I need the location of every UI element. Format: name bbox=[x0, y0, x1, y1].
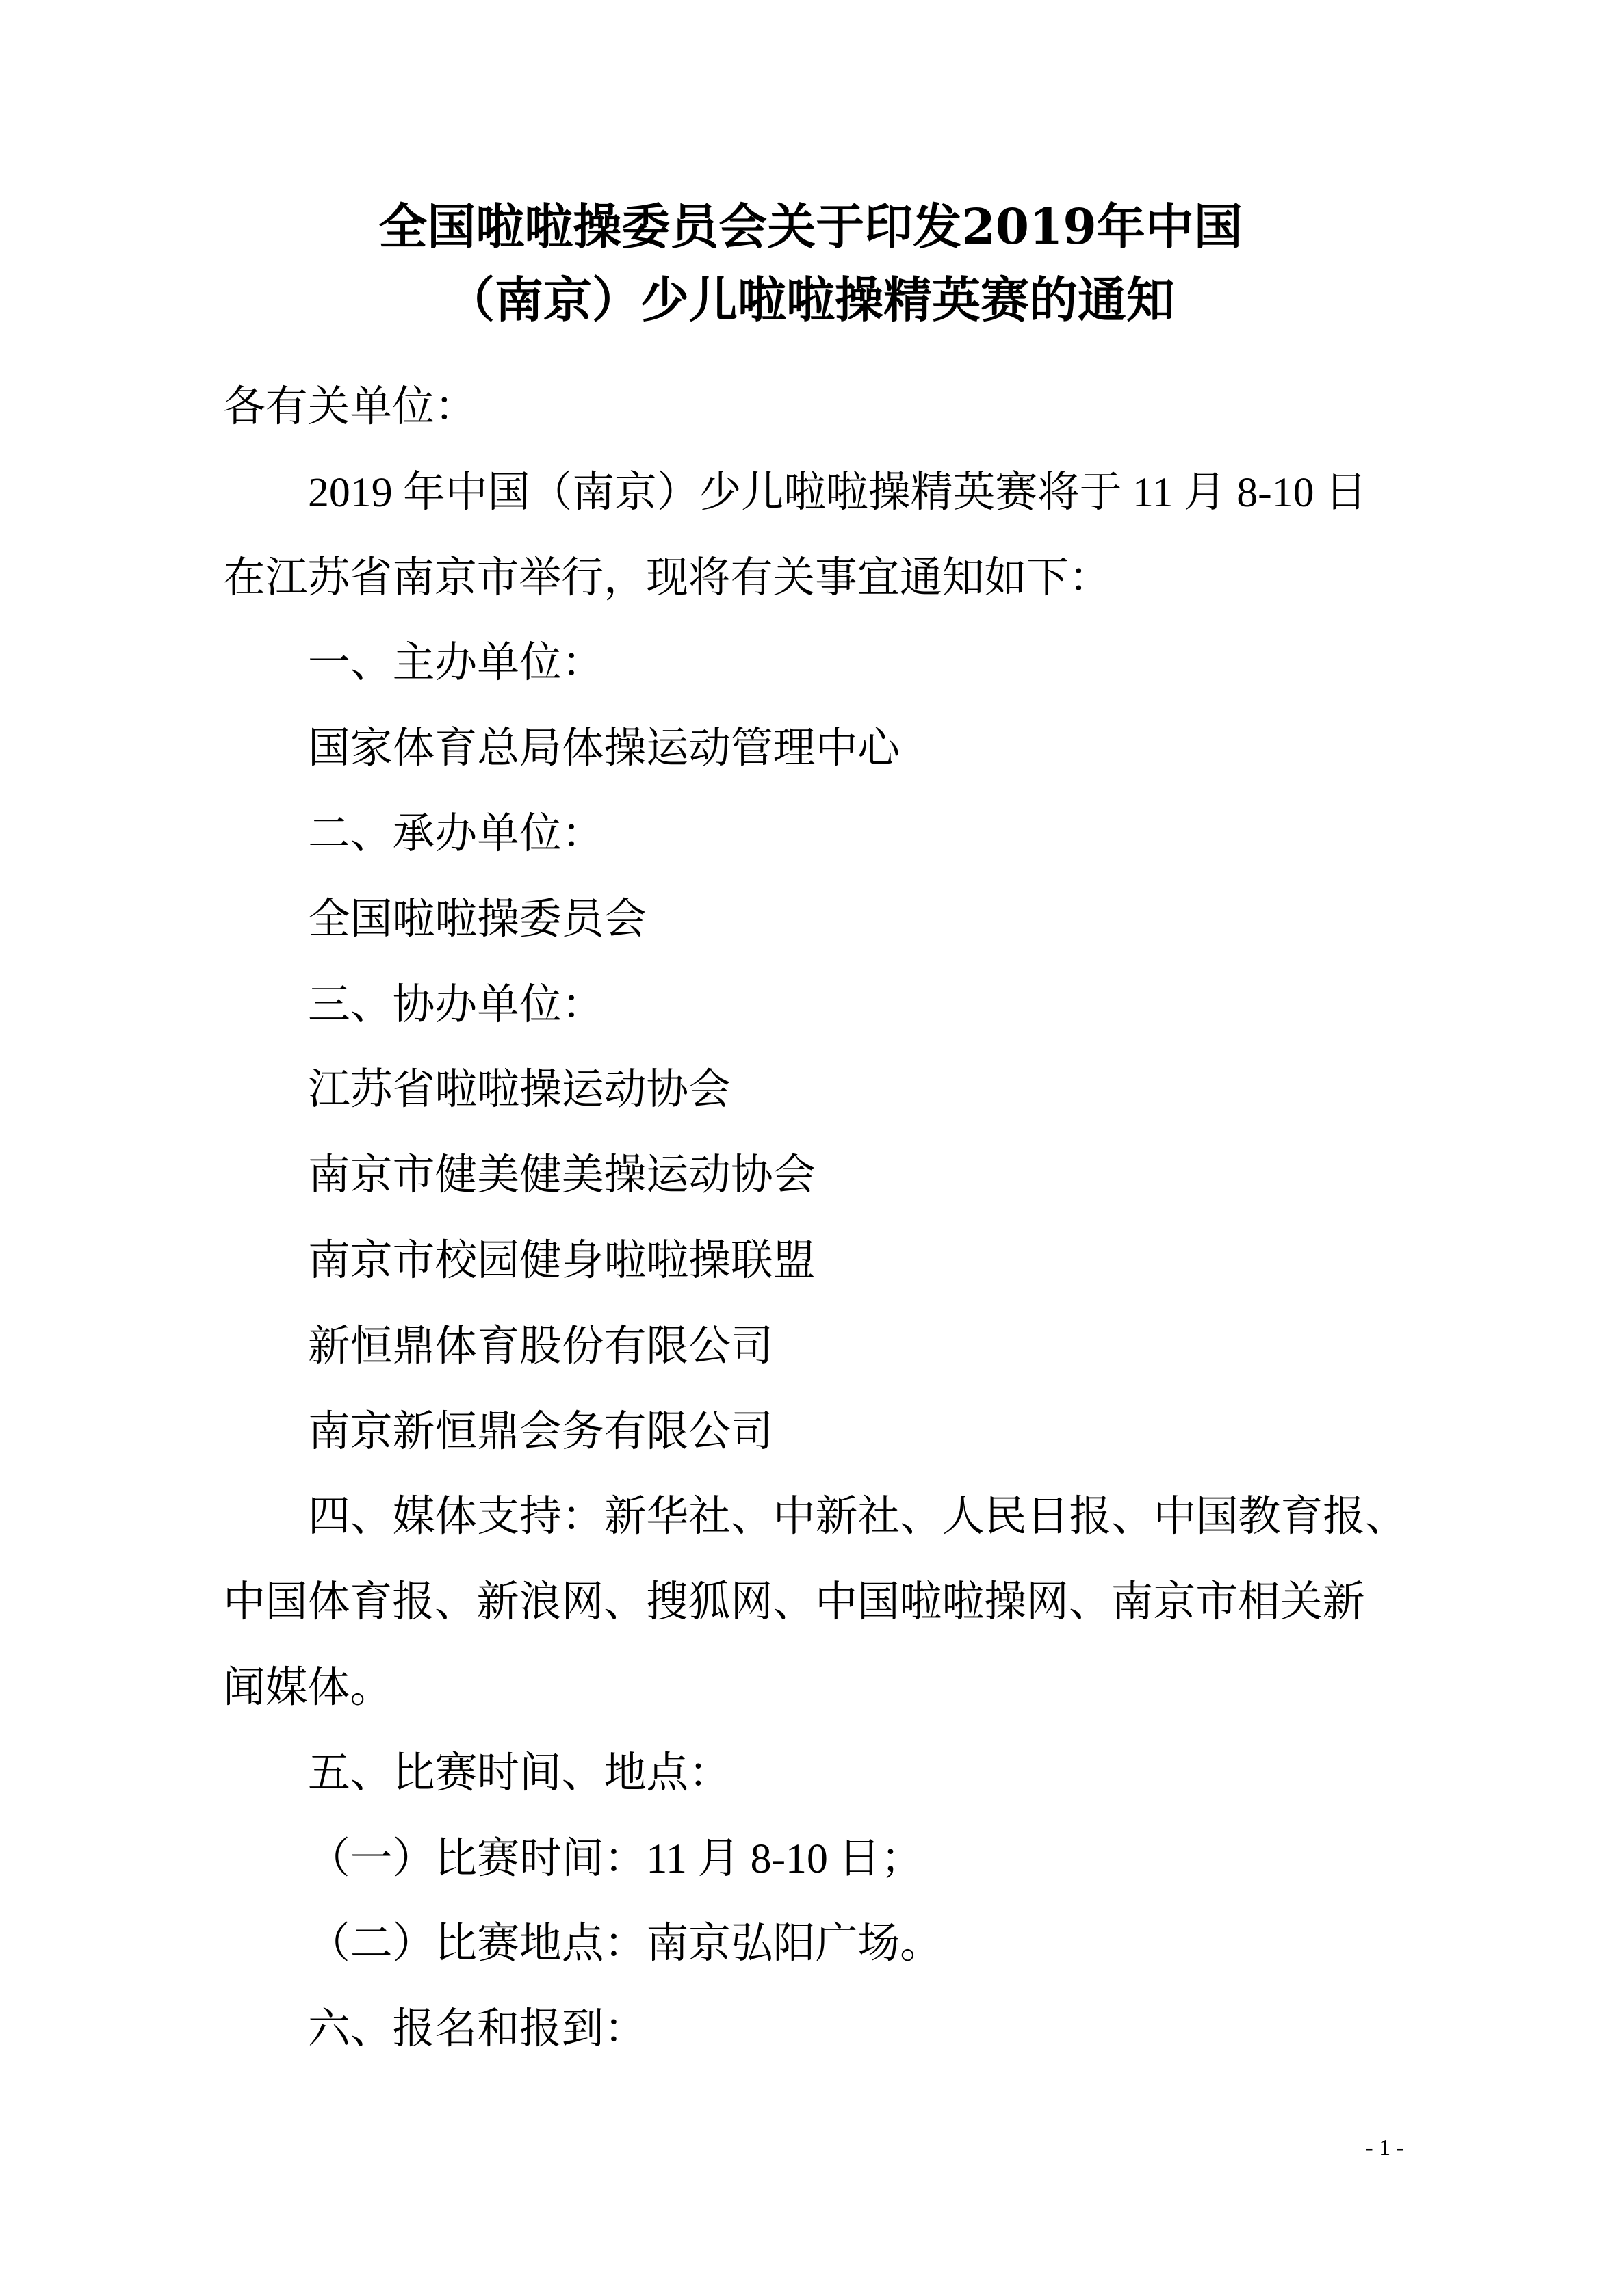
competition-time: （一）比赛时间：11 月 8-10 日； bbox=[308, 1835, 923, 1882]
competition-place: （二）比赛地点：南京弘阳广场。 bbox=[308, 1920, 942, 1968]
co-organizer-item: 南京市健美健美操运动协会 bbox=[308, 1152, 816, 1199]
intro-line-1: 2019 年中国（南京）少儿啦啦操精英赛将于 11 月 8-10 日 bbox=[308, 469, 1367, 516]
section-heading-co-organizers: 三、协办单位： bbox=[308, 981, 604, 1028]
host-item: 全国啦啦操委员会 bbox=[308, 896, 647, 943]
section-heading-time-place: 五、比赛时间、地点： bbox=[308, 1749, 731, 1797]
section-heading-host: 二、承办单位： bbox=[308, 810, 604, 857]
page-number: - 1 - bbox=[1365, 2135, 1404, 2161]
salutation: 各有关单位： bbox=[223, 384, 477, 430]
co-organizer-item: 江苏省啦啦操运动协会 bbox=[308, 1067, 731, 1114]
media-support-line-2: 中国体育报、新浪网、搜狐网、中国啦啦操网、南京市相关新 bbox=[223, 1579, 1365, 1626]
title-line-1: 全国啦啦操委员会关于印发2019年中国 bbox=[378, 198, 1243, 255]
intro-line-2: 在江苏省南京市举行，现将有关事宜通知如下： bbox=[223, 554, 1111, 601]
document-body bbox=[223, 365, 1427, 2072]
media-support-line-1: 四、媒体支持：新华社、中新社、人民日报、中国教育报、 bbox=[308, 1493, 1408, 1541]
co-organizer-item: 南京新恒鼎会务有限公司 bbox=[308, 1408, 773, 1455]
organizer-item: 国家体育总局体操运动管理中心 bbox=[308, 725, 900, 772]
media-support-line-3: 闻媒体。 bbox=[223, 1664, 393, 1711]
section-heading-registration: 六、报名和报到： bbox=[308, 2006, 647, 2053]
section-heading-organizer: 一、主办单位： bbox=[308, 640, 604, 687]
document-title bbox=[0, 190, 1621, 337]
title-line-2: （南京）少儿啦啦操精英赛的通知 bbox=[445, 271, 1175, 328]
co-organizer-item: 南京市校园健身啦啦操联盟 bbox=[308, 1237, 816, 1284]
co-organizer-item: 新恒鼎体育股份有限公司 bbox=[308, 1322, 773, 1370]
